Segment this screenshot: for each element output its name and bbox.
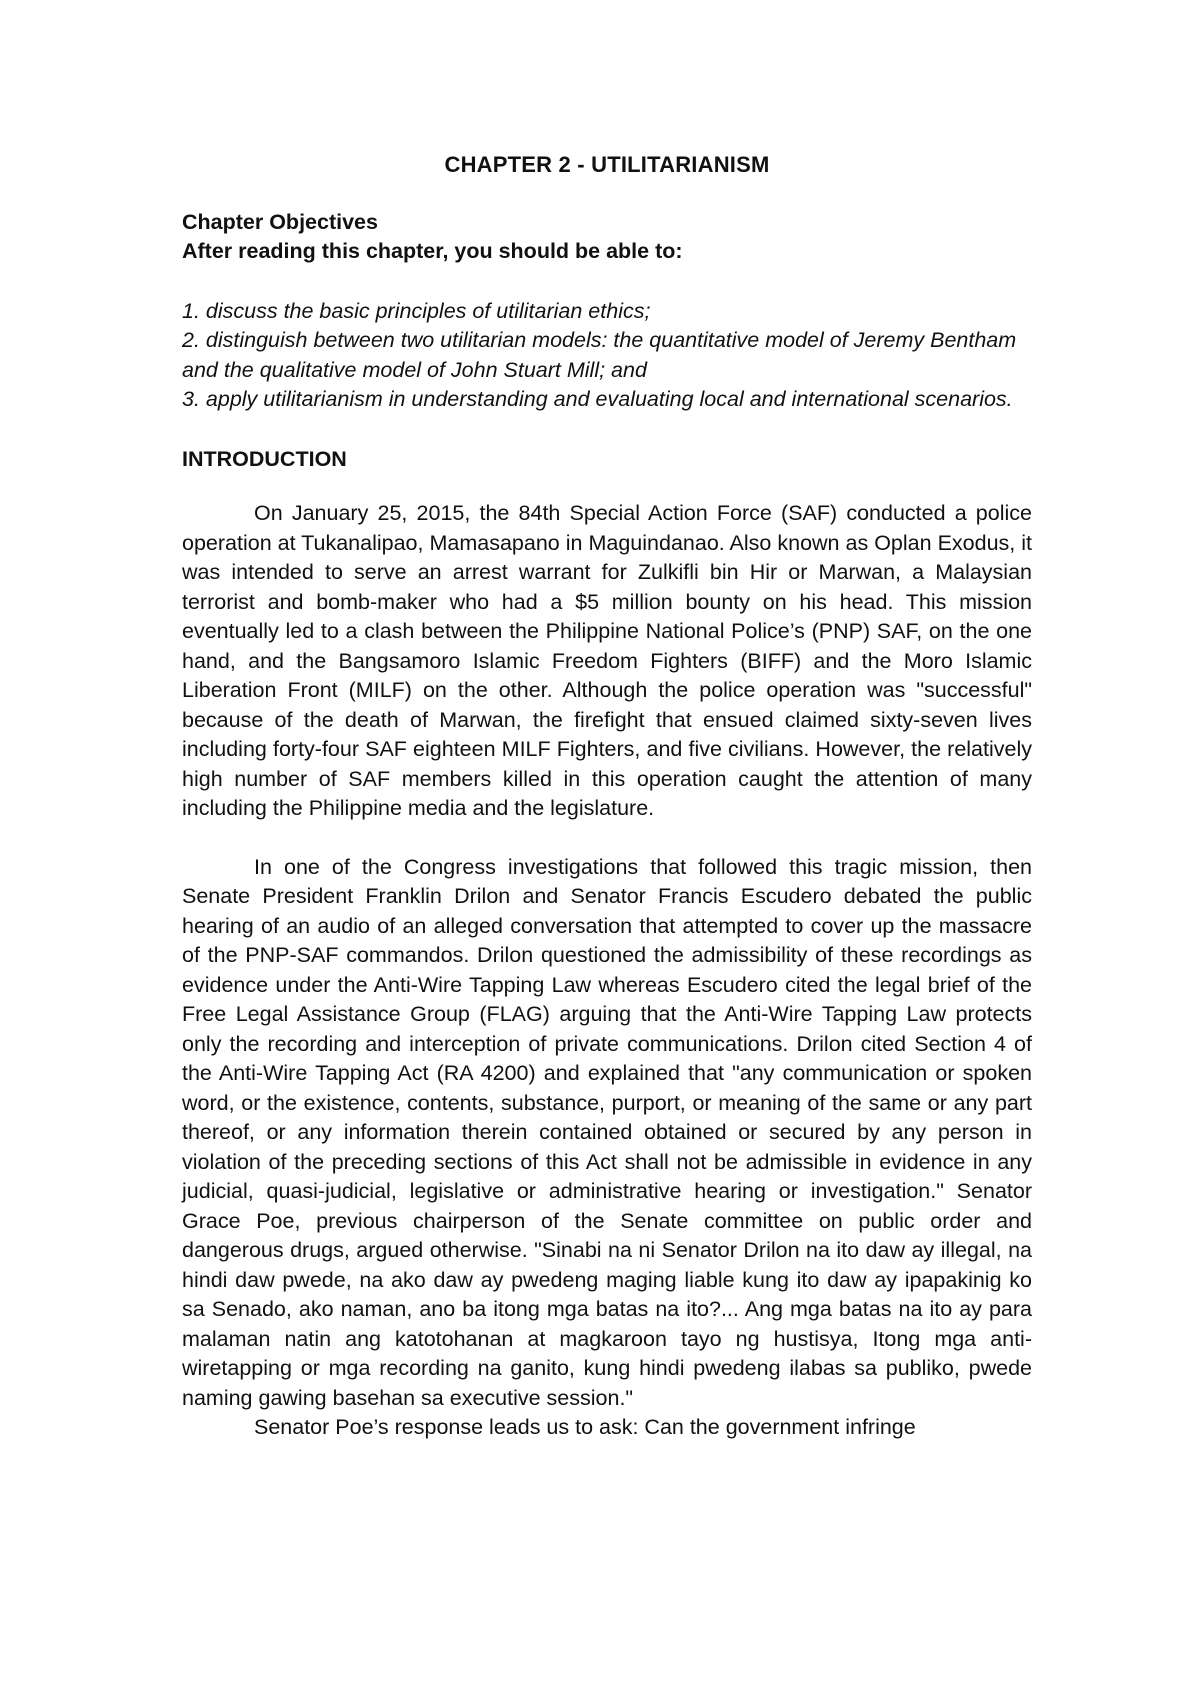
chapter-title: CHAPTER 2 - UTILITARIANISM bbox=[444, 152, 770, 177]
body-paragraph: On January 25, 2015, the 84th Special Action Force (SAF) conducted a police operation at Tukanalipao, Mamasapano in Maguindanao. Also known as Oplan Exodus, it was intended to serve an arrest warrant for Zulkifli bin Hir or Marwan, a Malaysian terrorist and bomb-maker who had a $5 million bounty on his head. This mission eventually led to a clash between the Philippine National Police’s (PNP) SAF, on the one hand, and the Bangsamoro Islamic Freedom Fighters (BIFF) and the Moro Islamic Liberation Front (MILF) on the other. Although the police operation was "successful" because of the death of Marwan, the firefight that ensued claimed sixty-seven lives including forty-four SAF eighteen MILF Fighters, and five civilians. However, the relatively high number of SAF members killed in this operation caught the attention of many including the Philippine media and the legislature. bbox=[182, 501, 1032, 820]
body-paragraph: Senator Poe’s response leads us to ask: Can the government infringe bbox=[254, 1415, 916, 1439]
objective-item: 1. discuss the basic principles of utilitarian ethics; bbox=[182, 298, 651, 323]
objectives-intro: After reading this chapter, you should be able to: bbox=[182, 239, 683, 263]
objective-item: 3. apply utilitarianism in understanding and evaluating local and international scenarios. bbox=[182, 387, 1013, 411]
objectives-list bbox=[182, 297, 1032, 415]
objectives-heading: Chapter Objectives bbox=[182, 209, 378, 234]
section-heading-introduction: INTRODUCTION bbox=[182, 446, 347, 471]
objective-item: 2. distinguish between two utilitarian models: the quantitative model of Jeremy Bentham and the qualitative model of John Stuart Mill; and bbox=[182, 328, 1017, 382]
body-paragraph: In one of the Congress investigations that followed this tragic mission, then Senate President Franklin Drilon and Senator Francis Escudero debated the public hearing of an audio of an alleged conversation that attempted to cover up the massacre of the PNP-SAF commandos. Drilon questioned the admissibility of these recordings as evidence under the Anti-Wire Tapping Law whereas Escudero cited the legal brief of the Free Legal Assistance Group (FLAG) arguing that the Anti-Wire Tapping Law protects only the recording and interception of private communications. Drilon cited Section 4 of the Anti-Wire Tapping Act (RA 4200) and explained that "any communication or spoken word, or the existence, contents, substance, purport, or meaning of the same or any part thereof, or any information therein contained obtained or secured by any person in violation of the preceding sections of this Act shall not be admissible in evidence in any judicial, quasi-judicial, legislative or administrative hearing or investigation." Senator Grace Poe, previous chairperson of the Senate committee on public order and dangerous drugs, argued otherwise. "Sinabi na ni Senator Drilon na ito daw ay illegal, na hindi daw pwede, na ako daw ay pwedeng maging liable kung ito daw ay ipapakinig ko sa Senado, ako naman, ano ba itong mga batas na ito?... Ang mga batas na ito ay para malaman natin ang katotohanan at magkaroon tayo ng hustisya, Itong mga anti-wiretapping or mga recording na ganito, kung hindi pwedeng ilabas sa publiko, pwede naming gawing basehan sa executive session." bbox=[182, 854, 1032, 1410]
page-content bbox=[182, 150, 1032, 1443]
